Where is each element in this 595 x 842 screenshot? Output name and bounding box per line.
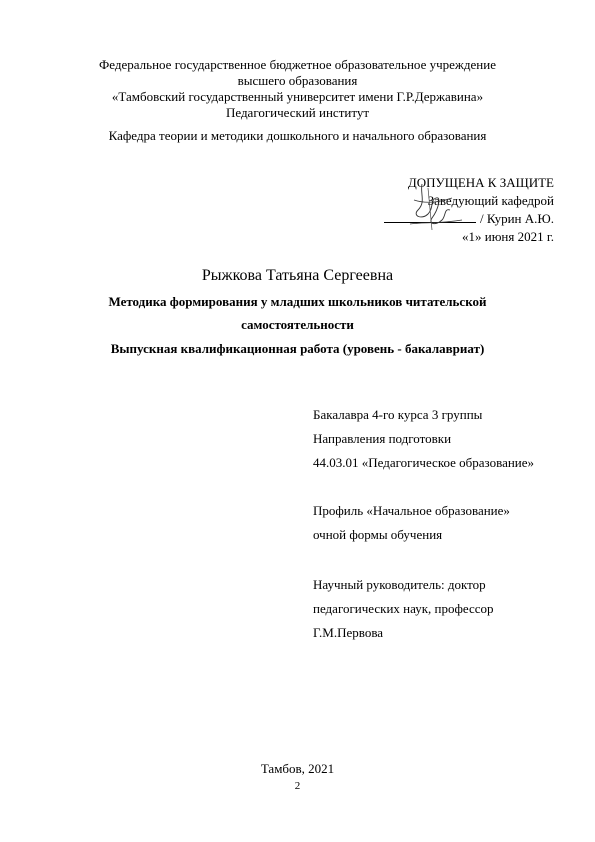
author-name: Рыжкова Татьяна Сергеевна — [201, 267, 394, 284]
student-profile: Профиль «Начальное образование» — [313, 503, 510, 518]
approval-block — [380, 174, 554, 246]
institution-name-line2: высшего образования — [237, 73, 358, 88]
signature-line — [384, 212, 476, 223]
thesis-type: Выпускная квалификационная работа (уровень - бакалавриат) — [110, 341, 485, 356]
thesis-title-line2: самостоятельности — [241, 317, 354, 332]
approval-title: ДОПУЩЕНА К ЗАЩИТЕ — [407, 175, 554, 190]
approval-signature-row — [380, 210, 554, 228]
institution-name-line1: Федеральное государственное бюджетное образовательное учреждение — [99, 57, 496, 72]
approval-name: / Курин А.Ю. — [480, 211, 554, 226]
supervisor-name: Г.М.Первова — [313, 625, 384, 640]
university-name: «Тамбовский государственный университет имени Г.Р.Державина» — [111, 89, 484, 104]
student-course: Бакалавра 4-го курса 3 группы — [313, 407, 483, 422]
institute-name: Педагогический институт — [225, 105, 370, 120]
approval-date: «1» июня 2021 г. — [462, 229, 554, 244]
student-direction-label: Направления подготовки — [313, 431, 452, 446]
page-number: 2 — [294, 780, 301, 792]
approval-position: Заведующий кафедрой — [427, 193, 554, 208]
student-study-form: очной формы обучения — [313, 527, 443, 542]
supervisor-title: Научный руководитель: доктор — [313, 577, 486, 592]
city-year: Тамбов, 2021 — [260, 761, 335, 776]
thesis-title-line1: Методика формирования у младших школьников читательской — [108, 294, 487, 309]
department-name: Кафедра теории и методики дошкольного и начального образования — [108, 128, 487, 143]
student-direction-code: 44.03.01 «Педагогическое образование» — [313, 455, 535, 470]
supervisor-degree: педагогических наук, профессор — [313, 601, 494, 616]
